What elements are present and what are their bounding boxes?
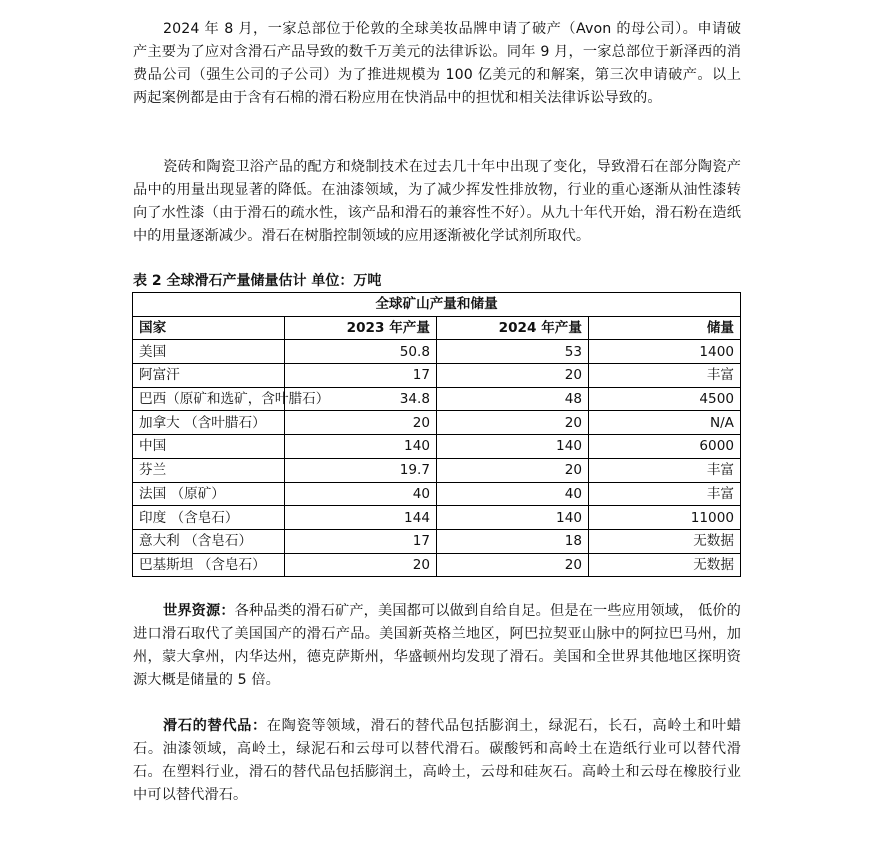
cell-2023: 17	[285, 529, 437, 553]
cell-reserves: 无数据	[589, 529, 741, 553]
lead-world-resources: 世界资源：	[163, 603, 235, 619]
table-row	[133, 553, 741, 577]
cell-2024: 48	[437, 387, 589, 411]
cell-2023: 17	[285, 364, 437, 388]
table-row	[133, 387, 741, 411]
cell-2023: 50.8	[285, 340, 437, 364]
paragraph-world-resources	[133, 600, 741, 692]
cell-reserves: 无数据	[589, 553, 741, 577]
cell-2023: 140	[285, 435, 437, 459]
table-row	[133, 340, 741, 364]
table-row	[133, 458, 741, 482]
cell-country: 印度 （含皂石）	[133, 506, 285, 530]
cell-reserves: 丰富	[589, 364, 741, 388]
paragraph-usage-decline: 瓷砖和陶瓷卫浴产品的配方和烧制技术在过去几十年中出现了变化，导致滑石在部分陶瓷产品中的用量出现显著的降低。在油漆领域，为了减少挥发性排放物，行业的重心逐渐从油性漆转向了水性漆（由于滑石的疏水性，该产品和滑石的兼容性不好）。从九十年代开始，滑石粉在造纸中的用量逐渐减少。滑石在树脂控制领域的应用逐渐被化学试剂所取代。	[133, 159, 741, 244]
table-row	[133, 529, 741, 553]
paragraph-bankruptcy: 2024 年 8 月，一家总部位于伦敦的全球美妆品牌申请了破产（Avon 的母公司）。申请破产主要为了应对含滑石产品导致的数千万美元的法律诉讼。同年 9 月，一家总部位于新泽西的消费品公司（强生公司的子公司）为了推进规模为 100 亿美元的和解案，第三次申请破产。以上两起案例都是由于含有石棉的滑石粉应用在快消品中的担忧和相关法律诉讼导致的。	[133, 21, 741, 106]
body-world-resources: 各种品类的滑石矿产，美国都可以做到自给自足。但是在一些应用领域， 低价的进口滑石取代了美国国产的滑石产品。美国新英格兰地区，阿巴拉契亚山脉中的阿拉巴马州，加州，蒙大拿州，内华达州，德克萨斯州，华盛顿州均发现了滑石。美国和全世界其他地区探明资源大概是储量的 5 倍。	[133, 603, 741, 688]
cell-country: 巴基斯坦 （含皂石）	[133, 553, 285, 577]
table-caption: 表 2 全球滑石产量储量估计 单位：万吨	[133, 273, 382, 289]
cell-reserves: N/A	[589, 411, 741, 435]
cell-2024: 18	[437, 529, 589, 553]
cell-reserves: 丰富	[589, 482, 741, 506]
cell-2024: 140	[437, 435, 589, 459]
cell-2023: 20	[285, 553, 437, 577]
cell-2024: 53	[437, 340, 589, 364]
cell-2023: 20	[285, 411, 437, 435]
table-row	[133, 411, 741, 435]
cell-2023: 34.8	[285, 387, 437, 411]
cell-2023: 144	[285, 506, 437, 530]
header-reserves: 储量	[589, 316, 741, 340]
table-title: 全球矿山产量和储量	[133, 293, 741, 317]
paragraph-substitutes	[133, 715, 741, 807]
cell-country: 阿富汗	[133, 364, 285, 388]
table-title-row	[133, 293, 741, 317]
table-row	[133, 482, 741, 506]
table-row	[133, 506, 741, 530]
header-2023: 2023 年产量	[285, 316, 437, 340]
cell-2023: 40	[285, 482, 437, 506]
cell-reserves: 4500	[589, 387, 741, 411]
body-substitutes: 在陶瓷等领域，滑石的替代品包括膨润土，绿泥石，长石，高岭土和叶蜡石。油漆领域，高岭土，绿泥石和云母可以替代滑石。碳酸钙和高岭土在造纸行业可以替代滑石。在塑料行业，滑石的替代品包括膨润土，高岭土，云母和硅灰石。高岭土和云母在橡胶行业中可以替代滑石。	[133, 718, 741, 803]
cell-2024: 20	[437, 364, 589, 388]
cell-2024: 40	[437, 482, 589, 506]
table-row	[133, 435, 741, 459]
cell-2024: 20	[437, 411, 589, 435]
cell-2024: 140	[437, 506, 589, 530]
talc-production-table	[132, 292, 741, 577]
cell-country: 法国 （原矿）	[133, 482, 285, 506]
header-2024: 2024 年产量	[437, 316, 589, 340]
cell-country: 意大利 （含皂石）	[133, 529, 285, 553]
cell-reserves: 1400	[589, 340, 741, 364]
cell-reserves: 丰富	[589, 458, 741, 482]
header-country: 国家	[133, 316, 285, 340]
cell-2024: 20	[437, 553, 589, 577]
table-header-row	[133, 316, 741, 340]
lead-substitutes: 滑石的替代品：	[163, 718, 267, 734]
table-row	[133, 364, 741, 388]
cell-country: 芬兰	[133, 458, 285, 482]
cell-country: 加拿大 （含叶腊石）	[133, 411, 285, 435]
cell-country: 美国	[133, 340, 285, 364]
cell-2024: 20	[437, 458, 589, 482]
cell-country: 中国	[133, 435, 285, 459]
cell-country: 巴西（原矿和选矿，含叶腊石）	[133, 387, 285, 411]
cell-reserves: 6000	[589, 435, 741, 459]
cell-2023: 19.7	[285, 458, 437, 482]
cell-reserves: 11000	[589, 506, 741, 530]
